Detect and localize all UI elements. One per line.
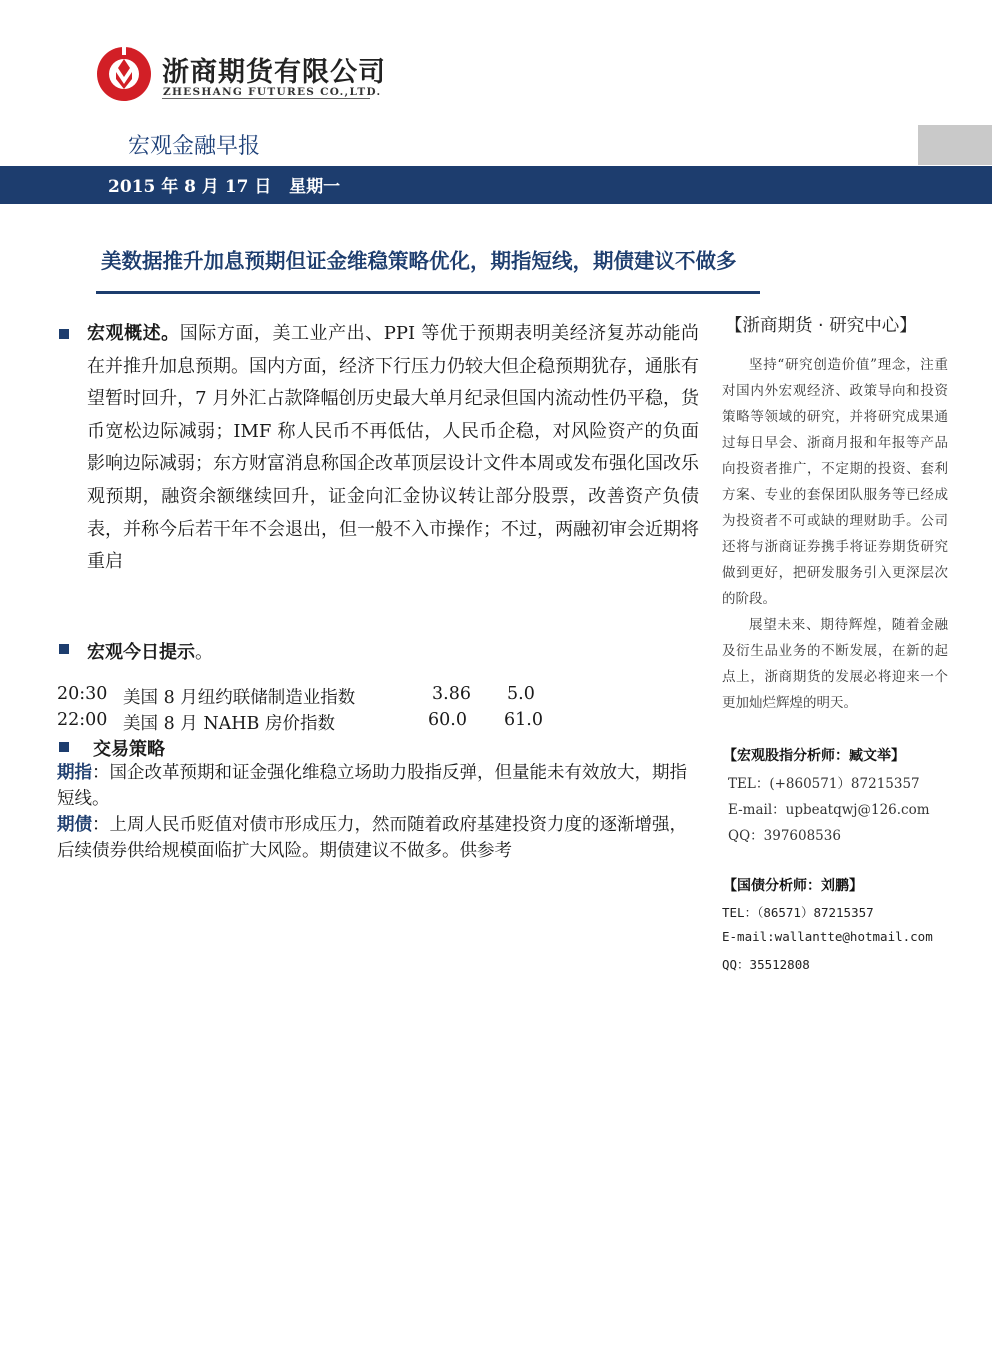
overview-text: 国际方面，美工业产出、PPI 等优于预期表明美经济复苏动能尚在并推升加息预期。国内方面，经济下行压力仍较大但企稳预期犹存，通胀有望暂时回升，7 月外汇占款降幅创历史最大单月纪录但国内流动性仍平稳，货币宽松边际减弱；IMF 称人民币不再低估，人民币企稳，对风险资产的负面影响边际减弱；东方财富消息称国企改革顶层设计文件本周或发布强化国改乐观预期，融资余额继续回升，证金向汇金协议转让部分股票，改善资产负债表，并称今后若干年不会退出，但一般不入市操作；不过，两融初审会近期将重启: [87, 323, 699, 573]
strategy-index-futures: [57, 761, 702, 812]
event-time: 20:30: [57, 684, 108, 704]
event-prev-value: 60.0: [428, 710, 467, 730]
event-time: 22:00: [57, 710, 108, 730]
company-name-en: ZHESHANG FUTURES CO.,LTD.: [163, 86, 382, 98]
headline: 美数据推升加息预期但证金维稳策略优化，期指短线，期债建议不做多: [101, 249, 737, 273]
logo-divider: [162, 98, 370, 99]
bullet-square-icon: [59, 742, 69, 752]
report-title: 宏观金融早报: [128, 134, 261, 159]
event-expected-value: 5.0: [507, 684, 535, 704]
analyst-email: E-mail:wallantte@hotmail.com: [722, 929, 933, 944]
event-name: 美国 8 月 NAHB 房价指数: [123, 714, 335, 734]
strategy-sep: ：: [92, 815, 110, 835]
today-label: 宏观今日提示: [87, 642, 195, 663]
event-row: [57, 684, 107, 704]
zheshang-logo-icon: [96, 46, 152, 102]
analyst-heading: 【宏观股指分析师：臧文举】: [723, 748, 905, 764]
analyst-email: E-mail：upbeatqwj@126.com: [728, 802, 930, 818]
sidebar-intro: [722, 352, 948, 716]
event-name: 美国 8 月纽约联储制造业指数: [123, 688, 356, 708]
macro-overview: [87, 318, 699, 579]
sidebar-title: 【浙商期货 · 研究中心】: [725, 316, 917, 336]
analyst-tel: TEL：（86571）87215357: [722, 905, 874, 920]
strategy-bond-futures: [57, 813, 702, 864]
event-row: [57, 710, 107, 730]
analyst-tel: TEL：(+860571）87215357: [728, 776, 920, 792]
company-name-cn: 浙商期货有限公司: [162, 57, 386, 88]
sidebar-intro-paragraph: 展望未来、期待辉煌，随着金融及衍生品业务的不断发展，在新的起点上，浙商期货的发展必将迎来一个更加灿烂辉煌的明天。: [722, 617, 948, 711]
analyst-heading: 【国债分析师：刘鹏】: [723, 878, 863, 894]
strategy-label: 期指: [57, 763, 92, 783]
today-section-title: [87, 638, 213, 664]
analyst-qq: QQ：397608536: [728, 828, 841, 844]
headline-rule: [96, 291, 760, 294]
strategy-text: 上周人民币贬值对债市形成压力，然而随着政府基建投资力度的逐渐增强，后续债券供给规模面临扩大风险。期债建议不做多。供参考: [57, 815, 687, 861]
date-value: 2015 年 8 月 17 日: [108, 177, 272, 197]
report-date: [108, 172, 340, 197]
bullet-square-icon: [59, 329, 69, 339]
overview-label: 宏观概述。: [87, 323, 180, 344]
analyst-qq: QQ：35512808: [722, 957, 810, 972]
bullet-square-icon: [59, 644, 69, 654]
header-gray-block: [918, 125, 992, 165]
strategy-section-title: 交易策略: [93, 739, 165, 760]
sidebar-intro-paragraph: 坚持“研究创造价值”理念，注重对国内外宏观经济、政策导向和投资策略等领域的研究，并将研究成果通过每日早会、浙商月报和年报等产品向投资者推广，不定期的投资、套利方案、专业的套保团队服务等已经成为投资者不可或缺的理财助手。公司还将与浙商证券携手将证券期货研究做到更好，把研发服务引入更深层次的阶段。: [722, 357, 948, 607]
strategy-text: 国企改革预期和证金强化维稳立场助力股指反弹，但量能未有效放大，期指短线。: [57, 763, 687, 809]
event-prev-value: 3.86: [432, 684, 471, 704]
weekday-value: 星期一: [289, 177, 341, 197]
today-label-suffix: 。: [195, 642, 213, 663]
event-expected-value: 61.0: [504, 710, 543, 730]
strategy-label: 期债: [57, 815, 92, 835]
strategy-sep: ：: [92, 763, 110, 783]
